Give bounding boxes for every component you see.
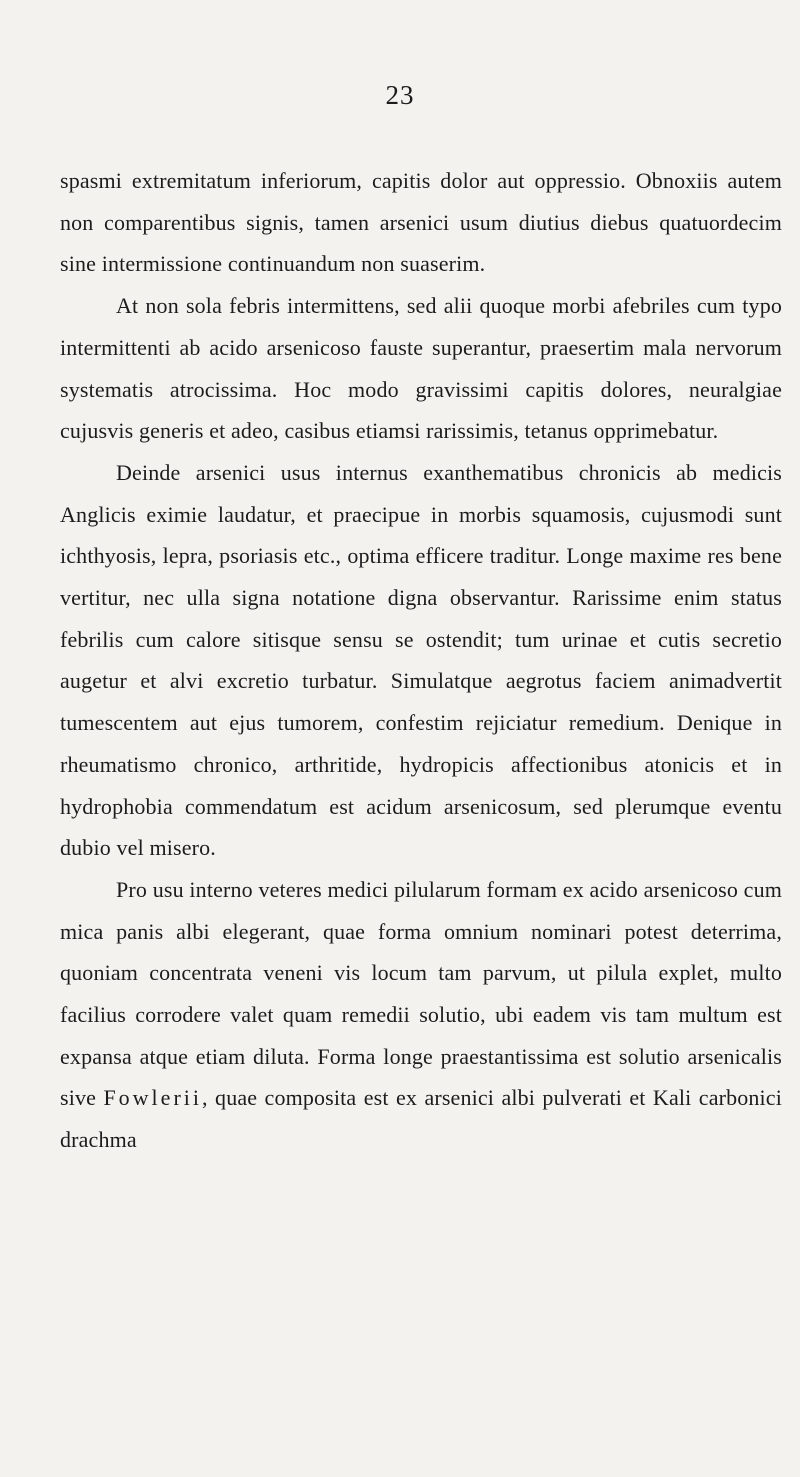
page-number: 23 xyxy=(385,80,415,110)
paragraph xyxy=(60,160,782,285)
text-segment: , quae composita est ex arsenici albi pulverati et Kali carbonici drachma xyxy=(60,1085,782,1153)
text-segment: Pro usu interno veteres medici pilularum formam ex acido arsenicoso cum mica panis albi elegerant, quae forma omnium nominari potest deterrima, quoniam concentrata veneni vis locum tam parvum, ut pilula explet, multo facilius corrodere valet quam remedii solutio, ubi eadem vis tam multum est expansa atque etiam diluta. Forma longe praestantissima est solutio arsenicalis sive xyxy=(60,876,782,1111)
text-segment: At non sola febris intermittens, sed alii quoque morbi afebriles cum typo intermittenti ab acido arsenicoso fauste superantur, praesertim mala nervorum systematis atrocissima. Hoc modo gravissimi capitis dolores, neuralgiae cujusvis generis et adeo, casibus etiamsi rarissimis, tetanus opprimebatur. xyxy=(60,293,782,444)
paragraph xyxy=(60,452,782,869)
text-segment: spasmi extremitatum inferiorum, capitis dolor aut oppressio. Obnoxiis autem non comparentibus signis, tamen arsenici usum diutius diebus quatuordecim sine intermissione continuandum non suaserim. xyxy=(60,168,782,277)
body-text xyxy=(60,160,782,1161)
author-name: Fowlerii xyxy=(103,1085,202,1111)
text-segment: Deinde arsenici usus internus exanthematibus chronicis ab medicis Anglicis eximie laudatur, et praecipue in morbis squamosis, cujusmodi sunt ichthyosis, lepra, psoriasis etc., optima efficere traditur. Longe maxime res bene vertitur, nec ulla signa notatione digna observantur. Rarissime enim status febrilis cum calore sitisque sensu se ostendit; tum urinae et cutis secretio augetur et alvi excretio turbatur. Simulatque aegrotus faciem animadvertit tumescentem aut ejus tumorem, confestim rejiciatur remedium. Denique in rheumatismo chronico, arthritide, hydropicis affectionibus atonicis et in hydrophobia commendatum est acidum arsenicosum, sed plerumque eventu dubio vel misero. xyxy=(60,459,782,861)
paragraph xyxy=(60,285,782,452)
paragraph xyxy=(60,869,782,1161)
